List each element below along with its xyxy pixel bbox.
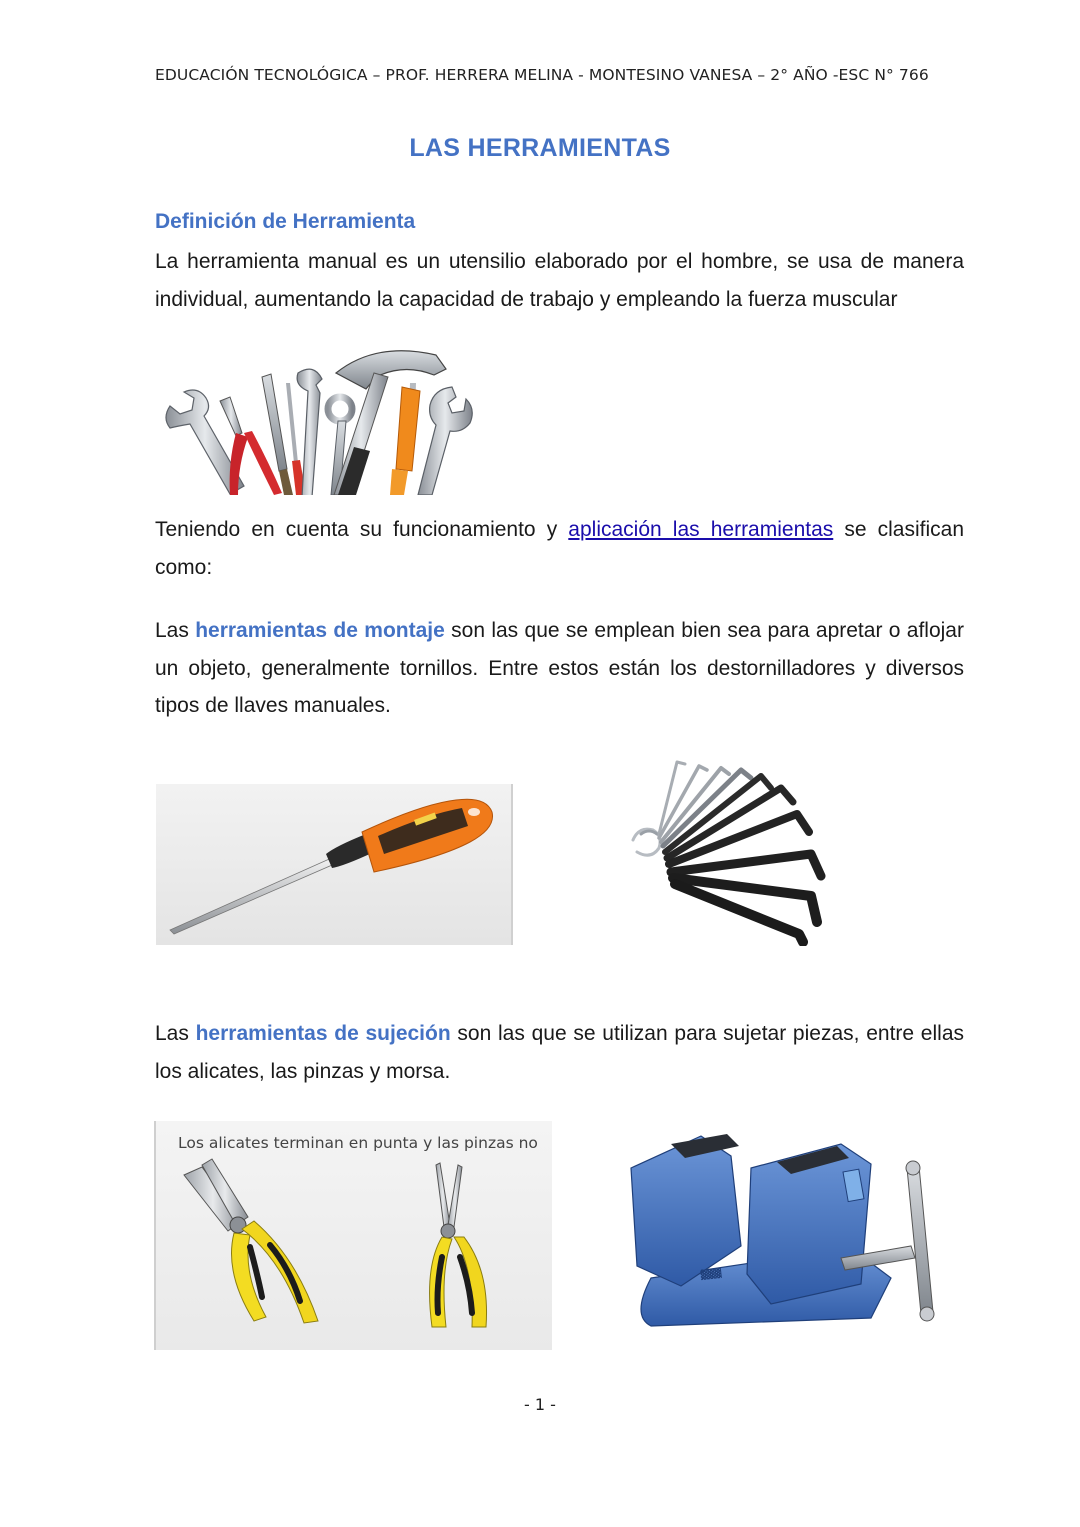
page-header: EDUCACIÓN TECNOLÓGICA – PROF. HERRERA MELINA - MONTESINO VANESA – 2° AÑO -ESC N° 766 xyxy=(155,66,929,84)
montaje-paragraph xyxy=(155,612,964,725)
pliers-image xyxy=(154,1121,552,1350)
herramientas-link[interactable]: aplicación las herramientas xyxy=(568,518,834,541)
sujecion-prefix: Las xyxy=(155,1022,196,1045)
sujecion-text: son las que se utilizan para sujetar piezas, entre ellas los alicates, las pinzas y morsa. xyxy=(155,1022,965,1083)
page-number: - 1 - xyxy=(524,1395,556,1414)
allen-keys-image xyxy=(611,754,836,946)
montaje-text: son las que se emplean bien sea para apretar o aflojar un objeto, generalmente tornillos. Entre estos están los destornilladores y diversos tipos de llaves manuales. xyxy=(155,619,964,717)
tools-collage-image xyxy=(158,343,473,495)
montaje-prefix: Las xyxy=(155,619,196,642)
vise-image xyxy=(611,1128,941,1328)
classification-before-link: Teniendo en cuenta su funcionamiento y xyxy=(155,518,569,541)
sujecion-paragraph xyxy=(155,1015,964,1090)
montaje-keyword: herramientas de montaje xyxy=(195,619,445,642)
svg-text:▓▓▓: ▓▓▓ xyxy=(700,1268,722,1281)
sujecion-keyword: herramientas de sujeción xyxy=(195,1022,451,1045)
page-title: LAS HERRAMIENTAS xyxy=(409,134,671,162)
definition-heading: Definición de Herramienta xyxy=(155,210,416,233)
classification-text xyxy=(155,511,964,586)
pliers-caption: Los alicates terminan en punta y las pinzas no xyxy=(178,1134,538,1152)
definition-text: La herramienta manual es un utensilio elaborado por el hombre, se usa de manera individual, aumentando la capacidad de trabajo y empleando la fuerza muscular xyxy=(155,250,964,311)
screwdriver-image xyxy=(156,784,513,945)
classification-after-link: se clasifican como: xyxy=(155,518,965,579)
